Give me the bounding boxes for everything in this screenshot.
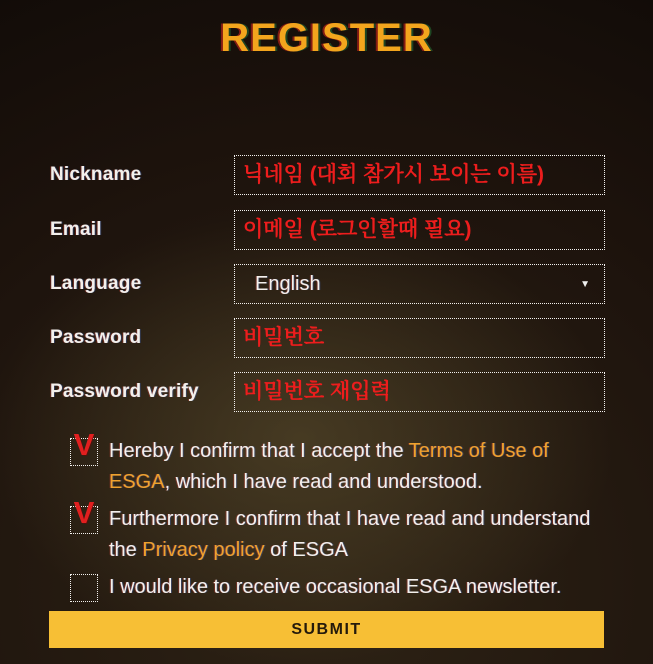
password-input[interactable] <box>234 318 605 358</box>
text-link[interactable]: Privacy policy <box>142 539 265 561</box>
submit-button[interactable]: SUBMIT <box>49 611 604 648</box>
language-label: Language <box>50 273 142 294</box>
text-segment: , which I have read and understood. <box>164 471 483 493</box>
chevron-down-icon: ▼ <box>580 278 590 290</box>
email-row <box>50 210 605 250</box>
text-segment: Hereby I confirm that I accept the <box>109 440 409 462</box>
nickname-row <box>50 155 605 195</box>
terms-checkbox-row <box>70 427 605 498</box>
privacy-checkbox-label <box>109 504 605 566</box>
email-input[interactable] <box>234 210 605 250</box>
password-verify-row <box>50 372 605 412</box>
text-segment: of ESGA <box>264 539 348 561</box>
privacy-checkbox[interactable] <box>70 495 98 534</box>
newsletter-checkbox-label <box>109 572 561 603</box>
text-link[interactable]: Terms of Use of ESGA <box>109 440 549 493</box>
page-title: REGISTER <box>220 16 433 60</box>
language-selected-value: English <box>255 272 321 295</box>
newsletter-checkbox-row <box>70 572 605 603</box>
text-segment: I would like to receive occasional ESGA newsletter. <box>109 576 562 598</box>
nickname-input[interactable] <box>234 155 605 195</box>
password-label: Password <box>50 327 142 348</box>
checkmark-icon: V <box>73 427 95 462</box>
language-row <box>50 264 605 304</box>
text-segment: Furthermore I confirm that I have read and understand the <box>109 508 591 561</box>
password-verify-input[interactable] <box>234 372 605 412</box>
language-select[interactable] <box>234 264 605 304</box>
terms-checkbox-label <box>109 436 605 498</box>
nickname-label: Nickname <box>50 164 142 185</box>
terms-checkbox[interactable] <box>70 427 98 466</box>
privacy-checkbox-row <box>70 495 605 566</box>
newsletter-checkbox[interactable] <box>70 574 98 602</box>
checkmark-icon: V <box>73 495 95 530</box>
password-verify-label: Password verify <box>50 381 199 402</box>
email-label: Email <box>50 219 102 240</box>
password-row <box>50 318 605 358</box>
